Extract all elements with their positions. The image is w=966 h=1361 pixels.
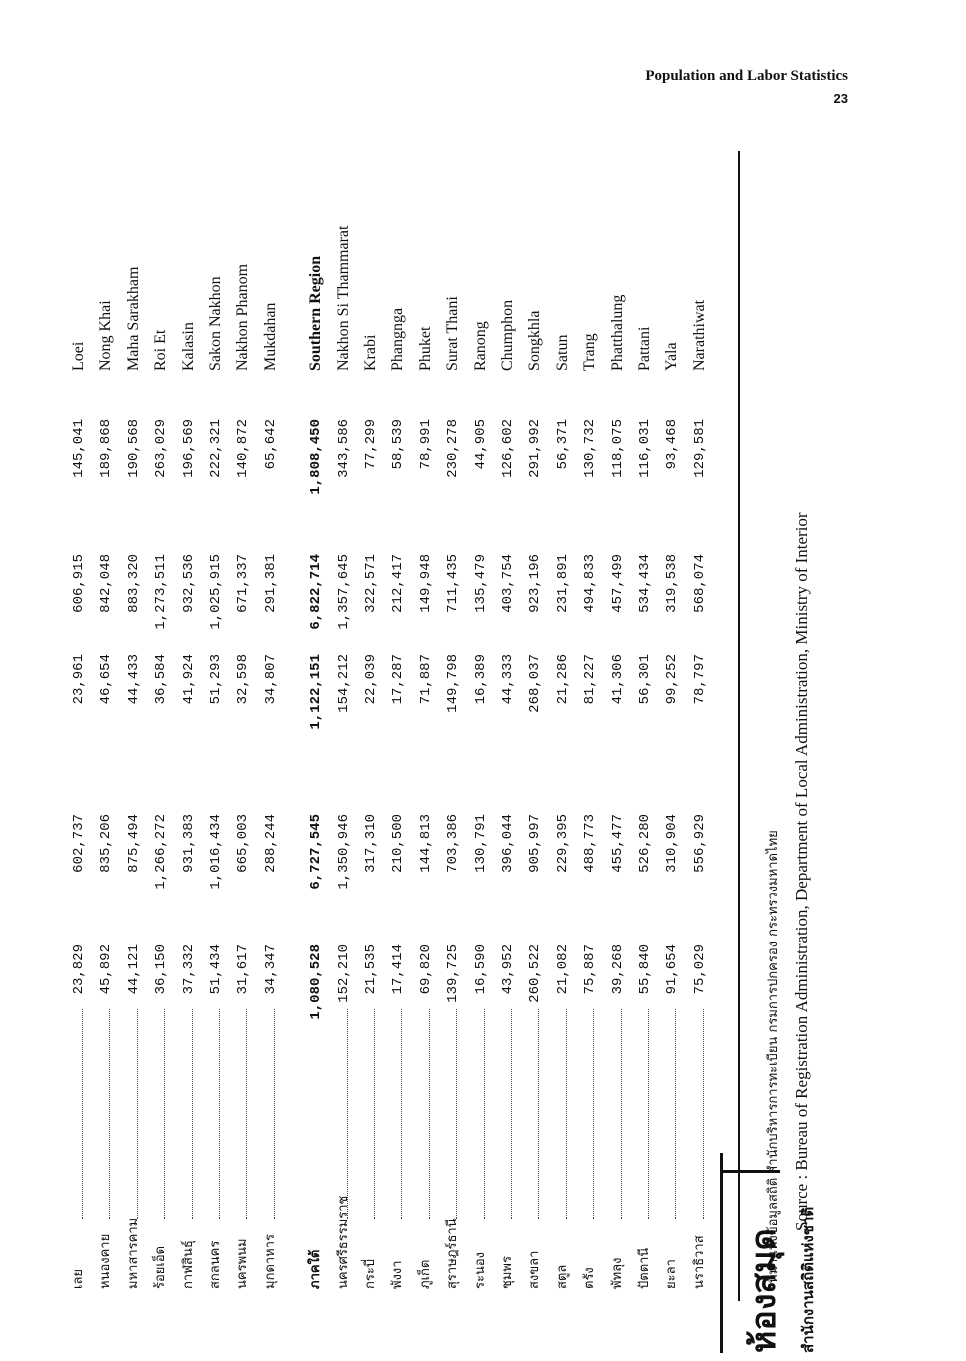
cell-value-col3: 149,798 bbox=[445, 654, 462, 713]
cell-value-col2: 288,244 bbox=[262, 814, 279, 873]
cell-value-col3: 46,654 bbox=[98, 654, 115, 705]
english-province-name: Southern Region bbox=[307, 255, 325, 371]
cell-value-col2: 905,997 bbox=[527, 814, 544, 873]
cell-value-col1: 45,892 bbox=[98, 944, 115, 995]
stamp-text-office: สำนักงานสถิติแห่งชาติ bbox=[799, 1206, 817, 1353]
cell-value-col5: 116,031 bbox=[637, 419, 653, 478]
cell-value-col4: 6,822,714 bbox=[308, 554, 325, 630]
thai-province-name: ระนอง bbox=[472, 1251, 488, 1289]
english-province-name: Nakhon Si Thammarat bbox=[334, 225, 352, 371]
stamp-text-library: ห้องสมุด bbox=[744, 1228, 784, 1353]
page-number: 23 bbox=[833, 91, 848, 106]
cell-value-col5: 145,041 bbox=[71, 419, 87, 478]
cell-value-col5: 129,581 bbox=[691, 419, 708, 478]
thai-province-name: กาฬสินธุ์ bbox=[180, 1240, 196, 1289]
english-province-name: Satun bbox=[553, 334, 571, 371]
cell-value-col4: 494,833 bbox=[582, 554, 599, 613]
english-province-name: Roi Et bbox=[152, 329, 170, 371]
dotted-leader bbox=[203, 1009, 220, 1219]
cell-value-col1: 55,840 bbox=[637, 944, 653, 995]
cell-value-col5: 291,992 bbox=[527, 419, 544, 478]
thai-province-name: สกลนคร bbox=[208, 1240, 223, 1289]
thai-province-name: นครพนม bbox=[235, 1238, 251, 1289]
cell-value-col3: 34,807 bbox=[262, 654, 279, 705]
cell-value-col5: 44,905 bbox=[472, 419, 489, 470]
dotted-leader bbox=[66, 1009, 83, 1219]
cell-value-col1: 39,268 bbox=[609, 944, 626, 995]
dotted-leader bbox=[176, 1009, 193, 1219]
cell-value-col3: 99,252 bbox=[664, 654, 681, 705]
cell-value-col1: 23,829 bbox=[71, 944, 87, 995]
thai-province-name: มุกดาหาร bbox=[262, 1233, 278, 1289]
cell-value-col4: 1,025,915 bbox=[208, 554, 224, 630]
cell-value-col5: 189,868 bbox=[98, 419, 115, 478]
cell-value-col1: 34,347 bbox=[262, 944, 279, 995]
cell-value-col4: 534,434 bbox=[637, 554, 653, 613]
english-province-name: Nakhon Phanom bbox=[234, 263, 252, 371]
dotted-leader bbox=[495, 1009, 512, 1219]
thai-province-name: มหาสารคาม bbox=[125, 1217, 141, 1289]
cell-value-col2: 130,791 bbox=[472, 814, 489, 873]
cell-value-col1: 139,725 bbox=[445, 944, 462, 1003]
english-province-name: Maha Sarakham bbox=[124, 266, 142, 371]
cell-value-col2: 396,044 bbox=[500, 814, 516, 873]
cell-value-col1: 43,952 bbox=[500, 944, 516, 995]
english-province-name: Phatthalung bbox=[608, 294, 626, 371]
cell-value-col5: 77,299 bbox=[363, 419, 379, 470]
cell-value-col5: 93,468 bbox=[664, 419, 681, 470]
cell-value-col2: 455,477 bbox=[609, 814, 626, 873]
cell-value-col3: 56,301 bbox=[637, 654, 653, 705]
cell-value-col3: 44,333 bbox=[500, 654, 516, 705]
thai-province-name: เลย bbox=[71, 1268, 86, 1289]
cell-value-col2: 488,773 bbox=[582, 814, 599, 873]
stamp-border bbox=[720, 1153, 723, 1353]
english-province-name: Narathiwat bbox=[690, 299, 708, 371]
english-province-name: Yala bbox=[663, 342, 681, 371]
cell-value-col5: 78,991 bbox=[417, 419, 434, 470]
cell-value-col3: 154,212 bbox=[335, 654, 352, 713]
cell-value-col4: 842,048 bbox=[98, 554, 115, 613]
cell-value-col1: 152,210 bbox=[335, 944, 352, 1003]
dotted-leader bbox=[331, 1009, 348, 1219]
cell-value-col1: 16,590 bbox=[472, 944, 489, 995]
cell-value-col3: 268,037 bbox=[527, 654, 544, 713]
dotted-leader bbox=[687, 1009, 704, 1219]
english-province-name: Ranong bbox=[471, 321, 489, 371]
cell-value-col2: 144,813 bbox=[417, 814, 434, 873]
english-province-name: Songkhla bbox=[526, 310, 544, 371]
cell-value-col1: 17,414 bbox=[390, 944, 407, 995]
english-province-name: Loei bbox=[70, 341, 87, 371]
english-province-name: Phangnga bbox=[389, 307, 407, 371]
library-stamp bbox=[720, 1153, 840, 1353]
cell-value-col1: 36,150 bbox=[153, 944, 170, 995]
cell-value-col2: 526,280 bbox=[637, 814, 653, 873]
cell-value-col3: 1,122,151 bbox=[308, 654, 325, 730]
thai-province-name: ภูเก็ต bbox=[417, 1259, 433, 1289]
cell-value-col2: 835,206 bbox=[98, 814, 115, 873]
cell-value-col3: 23,961 bbox=[71, 654, 87, 705]
thai-province-name: ชุมพร bbox=[500, 1256, 515, 1289]
cell-value-col4: 457,499 bbox=[609, 554, 626, 613]
english-province-name: Mukdahan bbox=[261, 302, 279, 371]
dotted-leader bbox=[121, 1009, 138, 1219]
thai-province-name: กระบี่ bbox=[363, 1258, 378, 1289]
cell-value-col5: 1,808,450 bbox=[308, 419, 325, 495]
dotted-leader bbox=[632, 1009, 649, 1219]
cell-value-col5: 140,872 bbox=[235, 419, 252, 478]
cell-value-col4: 568,074 bbox=[691, 554, 708, 613]
cell-value-col4: 671,337 bbox=[235, 554, 252, 613]
english-province-name: Pattani bbox=[636, 326, 653, 371]
cell-value-col3: 16,389 bbox=[472, 654, 489, 705]
cell-value-col3: 51,293 bbox=[208, 654, 224, 705]
english-province-name: Trang bbox=[581, 333, 599, 371]
thai-province-name: หนองคาย bbox=[98, 1233, 114, 1289]
thai-province-name: ภาคใต้ bbox=[308, 1249, 324, 1289]
dotted-leader bbox=[659, 1009, 676, 1219]
cell-value-col1: 44,121 bbox=[125, 944, 142, 995]
cell-value-col5: 130,732 bbox=[582, 419, 599, 478]
cell-value-col1: 75,887 bbox=[582, 944, 599, 995]
cell-value-col4: 231,891 bbox=[554, 554, 571, 613]
dotted-leader bbox=[522, 1009, 539, 1219]
english-province-name: Nong Khai bbox=[97, 300, 115, 371]
cell-value-col5: 118,075 bbox=[609, 419, 626, 478]
dotted-leader bbox=[385, 1009, 402, 1219]
cell-value-col3: 78,797 bbox=[691, 654, 708, 705]
source-note-thai: ที่มาแห่งข้อมูลสถิติ สำนักบริหารการทะเบียน กรมการปกครอง กระทรวงมหาดไทย bbox=[766, 830, 781, 1283]
cell-value-col5: 222,321 bbox=[208, 419, 224, 478]
dotted-leader bbox=[230, 1009, 247, 1219]
cell-value-col5: 343,586 bbox=[335, 419, 352, 478]
dotted-leader bbox=[550, 1009, 567, 1219]
cell-value-col1: 51,434 bbox=[208, 944, 224, 995]
english-province-name: Surat Thani bbox=[444, 296, 462, 371]
english-province-name: Kalasin bbox=[179, 322, 197, 371]
thai-province-name: สงขลา bbox=[527, 1250, 543, 1289]
english-province-name: Chumphon bbox=[499, 299, 516, 371]
cell-value-col2: 556,929 bbox=[691, 814, 708, 873]
cell-value-col2: 875,494 bbox=[125, 814, 142, 873]
cell-value-col3: 22,039 bbox=[363, 654, 379, 705]
header-title: Population and Labor Statistics bbox=[645, 68, 848, 84]
cell-value-col1: 69,820 bbox=[417, 944, 434, 995]
cell-value-col5: 58,539 bbox=[390, 419, 407, 470]
cell-value-col3: 41,306 bbox=[609, 654, 626, 705]
cell-value-col1: 91,654 bbox=[664, 944, 681, 995]
thai-province-name: พัทลุง bbox=[609, 1257, 625, 1289]
cell-value-col4: 923,196 bbox=[527, 554, 544, 613]
cell-value-col3: 21,286 bbox=[554, 654, 571, 705]
source-note-english: Source : Bureau of Registration Administration, Department of Local Administration, Ministry of Interior bbox=[792, 512, 811, 1231]
cell-value-col5: 56,371 bbox=[554, 419, 571, 470]
cell-value-col1: 21,082 bbox=[554, 944, 571, 995]
thai-province-name: สุราษฎร์ธานี bbox=[445, 1218, 461, 1289]
cell-value-col4: 319,538 bbox=[664, 554, 681, 613]
cell-value-col2: 317,310 bbox=[363, 814, 379, 873]
cell-value-col4: 212,417 bbox=[390, 554, 407, 613]
cell-value-col4: 1,273,511 bbox=[153, 554, 170, 630]
cell-value-col5: 190,568 bbox=[125, 419, 142, 478]
cell-value-col2: 6,727,545 bbox=[308, 814, 325, 890]
thai-province-name: พังงา bbox=[390, 1260, 406, 1289]
english-province-name: Phuket bbox=[416, 326, 434, 371]
cell-value-col5: 230,278 bbox=[445, 419, 462, 478]
cell-value-col4: 711,435 bbox=[445, 554, 462, 613]
dotted-leader bbox=[258, 1009, 275, 1219]
cell-value-col1: 1,080,528 bbox=[308, 944, 325, 1020]
cell-value-col3: 36,584 bbox=[153, 654, 170, 705]
cell-value-col4: 403,754 bbox=[500, 554, 516, 613]
stamp-border-vertical bbox=[720, 1170, 780, 1173]
cell-value-col3: 71,887 bbox=[417, 654, 434, 705]
cell-value-col1: 37,332 bbox=[180, 944, 197, 995]
cell-value-col1: 75,029 bbox=[691, 944, 708, 995]
thai-province-name: สตูล bbox=[554, 1264, 570, 1289]
cell-value-col4: 883,320 bbox=[125, 554, 142, 613]
cell-value-col3: 41,924 bbox=[180, 654, 197, 705]
cell-value-col5: 196,569 bbox=[180, 419, 197, 478]
thai-province-name: ตรัง bbox=[582, 1267, 598, 1289]
cell-value-col3: 32,598 bbox=[235, 654, 252, 705]
cell-value-col2: 602,737 bbox=[71, 814, 87, 873]
thai-province-name: ปัตตานี bbox=[637, 1247, 652, 1289]
english-province-name: Krabi bbox=[362, 334, 379, 371]
cell-value-col1: 31,617 bbox=[235, 944, 252, 995]
thai-province-name: ยะลา bbox=[664, 1259, 680, 1289]
cell-value-col1: 21,535 bbox=[363, 944, 379, 995]
dotted-leader bbox=[148, 1009, 165, 1219]
cell-value-col2: 229,395 bbox=[554, 814, 571, 873]
cell-value-col2: 703,386 bbox=[445, 814, 462, 873]
table-bottom-rule bbox=[738, 151, 740, 1301]
cell-value-col3: 17,287 bbox=[390, 654, 407, 705]
cell-value-col3: 81,227 bbox=[582, 654, 599, 705]
dotted-leader bbox=[358, 1009, 375, 1219]
cell-value-col2: 1,266,272 bbox=[153, 814, 170, 890]
cell-value-col4: 1,357,645 bbox=[335, 554, 352, 630]
dotted-leader bbox=[605, 1009, 622, 1219]
cell-value-col5: 65,642 bbox=[262, 419, 279, 470]
dotted-leader bbox=[413, 1009, 430, 1219]
cell-value-col4: 322,571 bbox=[363, 554, 379, 613]
cell-value-col2: 665,003 bbox=[235, 814, 252, 873]
thai-province-name: นราธิวาส bbox=[691, 1235, 707, 1289]
cell-value-col2: 1,016,434 bbox=[208, 814, 224, 890]
cell-value-col4: 135,479 bbox=[472, 554, 489, 613]
cell-value-col4: 932,536 bbox=[180, 554, 197, 613]
thai-province-name: นครศรีธรรมราช bbox=[335, 1195, 351, 1289]
cell-value-col5: 126,602 bbox=[500, 419, 516, 478]
cell-value-col4: 291,381 bbox=[262, 554, 279, 613]
thai-province-name: ร้อยเอ็ด bbox=[153, 1245, 169, 1289]
cell-value-col2: 210,500 bbox=[390, 814, 407, 873]
cell-value-col3: 44,433 bbox=[125, 654, 142, 705]
dotted-leader bbox=[93, 1009, 110, 1219]
english-province-name: Sakon Nakhon bbox=[207, 276, 224, 371]
dotted-leader bbox=[440, 1009, 457, 1219]
cell-value-col1: 260,522 bbox=[527, 944, 544, 1003]
cell-value-col2: 1,350,946 bbox=[335, 814, 352, 890]
dotted-leader bbox=[468, 1009, 485, 1219]
dotted-leader bbox=[577, 1009, 594, 1219]
cell-value-col2: 931,383 bbox=[180, 814, 197, 873]
cell-value-col2: 310,904 bbox=[664, 814, 681, 873]
cell-value-col4: 606,915 bbox=[71, 554, 87, 613]
cell-value-col5: 263,029 bbox=[153, 419, 170, 478]
cell-value-col4: 149,948 bbox=[417, 554, 434, 613]
